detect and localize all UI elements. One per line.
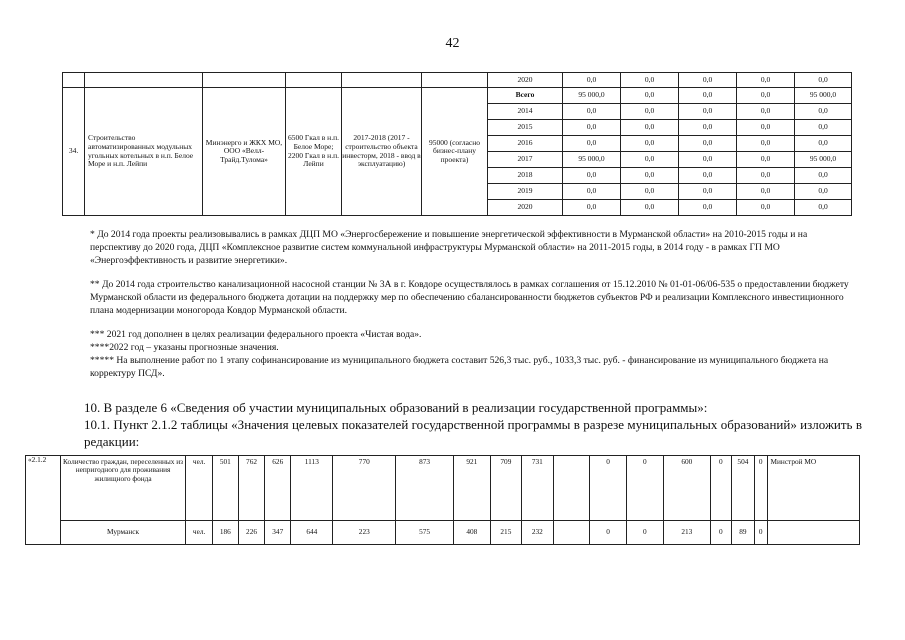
table-row: 2019 0,0 0,0 0,0 0,0 0,0	[63, 184, 852, 200]
table-row: 2014 0,0 0,0 0,0 0,0 0,0	[63, 104, 852, 120]
footnote-5: ***** На выполнение работ по 1 этапу софинансирование из муниципального бюджета составит 526,3 тыс. руб., 1033,3 тыс. руб. - финансирование из муниципального бюджета на корректуру ПСД».	[90, 355, 829, 379]
municipality-name: Мурманск	[60, 521, 186, 545]
item-number: 34.	[63, 88, 85, 216]
footnote-2: ** До 2014 года строительство канализационной насосной станции № 3А в г. Ковдоре осуществлялось в рамках соглашения от 15.12.2010 № 01-01-06/06-535 о предоставлении бюджету Мурманской области из федерального бюджета дотации на поддержку мер по обеспечению сбалансированности бюджетов субъектов РФ и реализации Комплексного инвестиционного плана модернизации моногорода Ковдор Мурманской области.	[90, 279, 849, 316]
indicator-name: Количество граждан, переселенных из непригодного для проживания жилищного фонда	[60, 456, 186, 521]
table-row: «2.1.2 Количество граждан, переселенных из непригодного для проживания жилищного фонда чел. 501 762 626 1113 770 873 921 709 731 0 0 600 0 504 0 Минстрой МО	[26, 456, 860, 521]
section-heading-block	[62, 399, 862, 450]
table-row: 2018 0,0 0,0 0,0 0,0 0,0	[63, 168, 852, 184]
table-row: 34. Строительство автоматизированных модульных угольных котельных в н.п. Белое Море и н.п. Лейпи Минэнерго и ЖКХ МО, ООО «Велл-Трайд.Тулома» 6500 Гкал в н.п. Белое Море; 2200 Гкал в н.п. Лейпи 2017-2018 (2017 - строительство объекта инвесторм, 2018 - ввод в эксплуатацию) 95000 (согласно бизнес-плану проекта) Всего 95 000,0 0,0 0,0 0,0 95 000,0	[63, 88, 852, 104]
footnote-4: ****2022 год – указаны прогнозные значения.	[90, 342, 279, 353]
table-row: Мурманск чел. 186 226 347 644 223 575 408 215 232 0 0 213 0 89 0	[26, 521, 860, 545]
footnote-1: * До 2014 года проекты реализовывались в рамках ДЦП МО «Энергосбережение и повышение энергетической эффективности в Мурманской области» на 2010-2015 годы и на перспективу до 2020 года, ДЦП «Комплексное развитие систем коммунальной инфраструктуры Мурманской области» на 2011-2015 годы, в 2014 году - в рамках ГП МО «Энергоэффективность и развитие энергетики».	[90, 229, 808, 266]
section-heading: 10. В разделе 6 «Сведения об участии муниципальных образований в реализации государственной программы»:	[84, 400, 708, 415]
table-row: 2015 0,0 0,0 0,0 0,0 0,0	[63, 120, 852, 136]
item-executor: Минэнерго и ЖКХ МО, ООО «Велл-Трайд.Тулома»	[203, 88, 286, 216]
item-cost: 95000 (согласно бизнес-плану проекта)	[422, 88, 488, 216]
table-row: 2020 0,0 0,0 0,0 0,0 0,0	[63, 200, 852, 216]
item-period: 2017-2018 (2017 - строительство объекта инвесторм, 2018 - ввод в эксплуатацию)	[342, 88, 422, 216]
investment-table	[62, 72, 852, 216]
responsible: Минстрой МО	[767, 456, 859, 521]
indicator-code: «2.1.2	[26, 456, 61, 545]
footnote-3: *** 2021 год дополнен в целях реализации федерального проекта «Чистая вода».	[90, 329, 422, 340]
footnotes	[90, 228, 860, 380]
table-row: 2016 0,0 0,0 0,0 0,0 0,0	[63, 136, 852, 152]
page-number: 42	[445, 36, 460, 51]
item-capacity: 6500 Гкал в н.п. Белое Море; 2200 Гкал в н.п. Лейпи	[286, 88, 342, 216]
subsection-text: 10.1. Пункт 2.1.2 таблицы «Значения целевых показателей государственной программы в разрезе муниципальных образований» изложить в редакции:	[84, 417, 862, 449]
item-name: Строительство автоматизированных модульных угольных котельных в н.п. Белое Море и н.п. Лейпи	[85, 88, 203, 216]
table-row: 2017 95 000,0 0,0 0,0 0,0 95 000,0	[63, 152, 852, 168]
table-row: 2020 0,0 0,0 0,0 0,0 0,0	[63, 73, 852, 88]
indicator-table	[25, 455, 860, 545]
